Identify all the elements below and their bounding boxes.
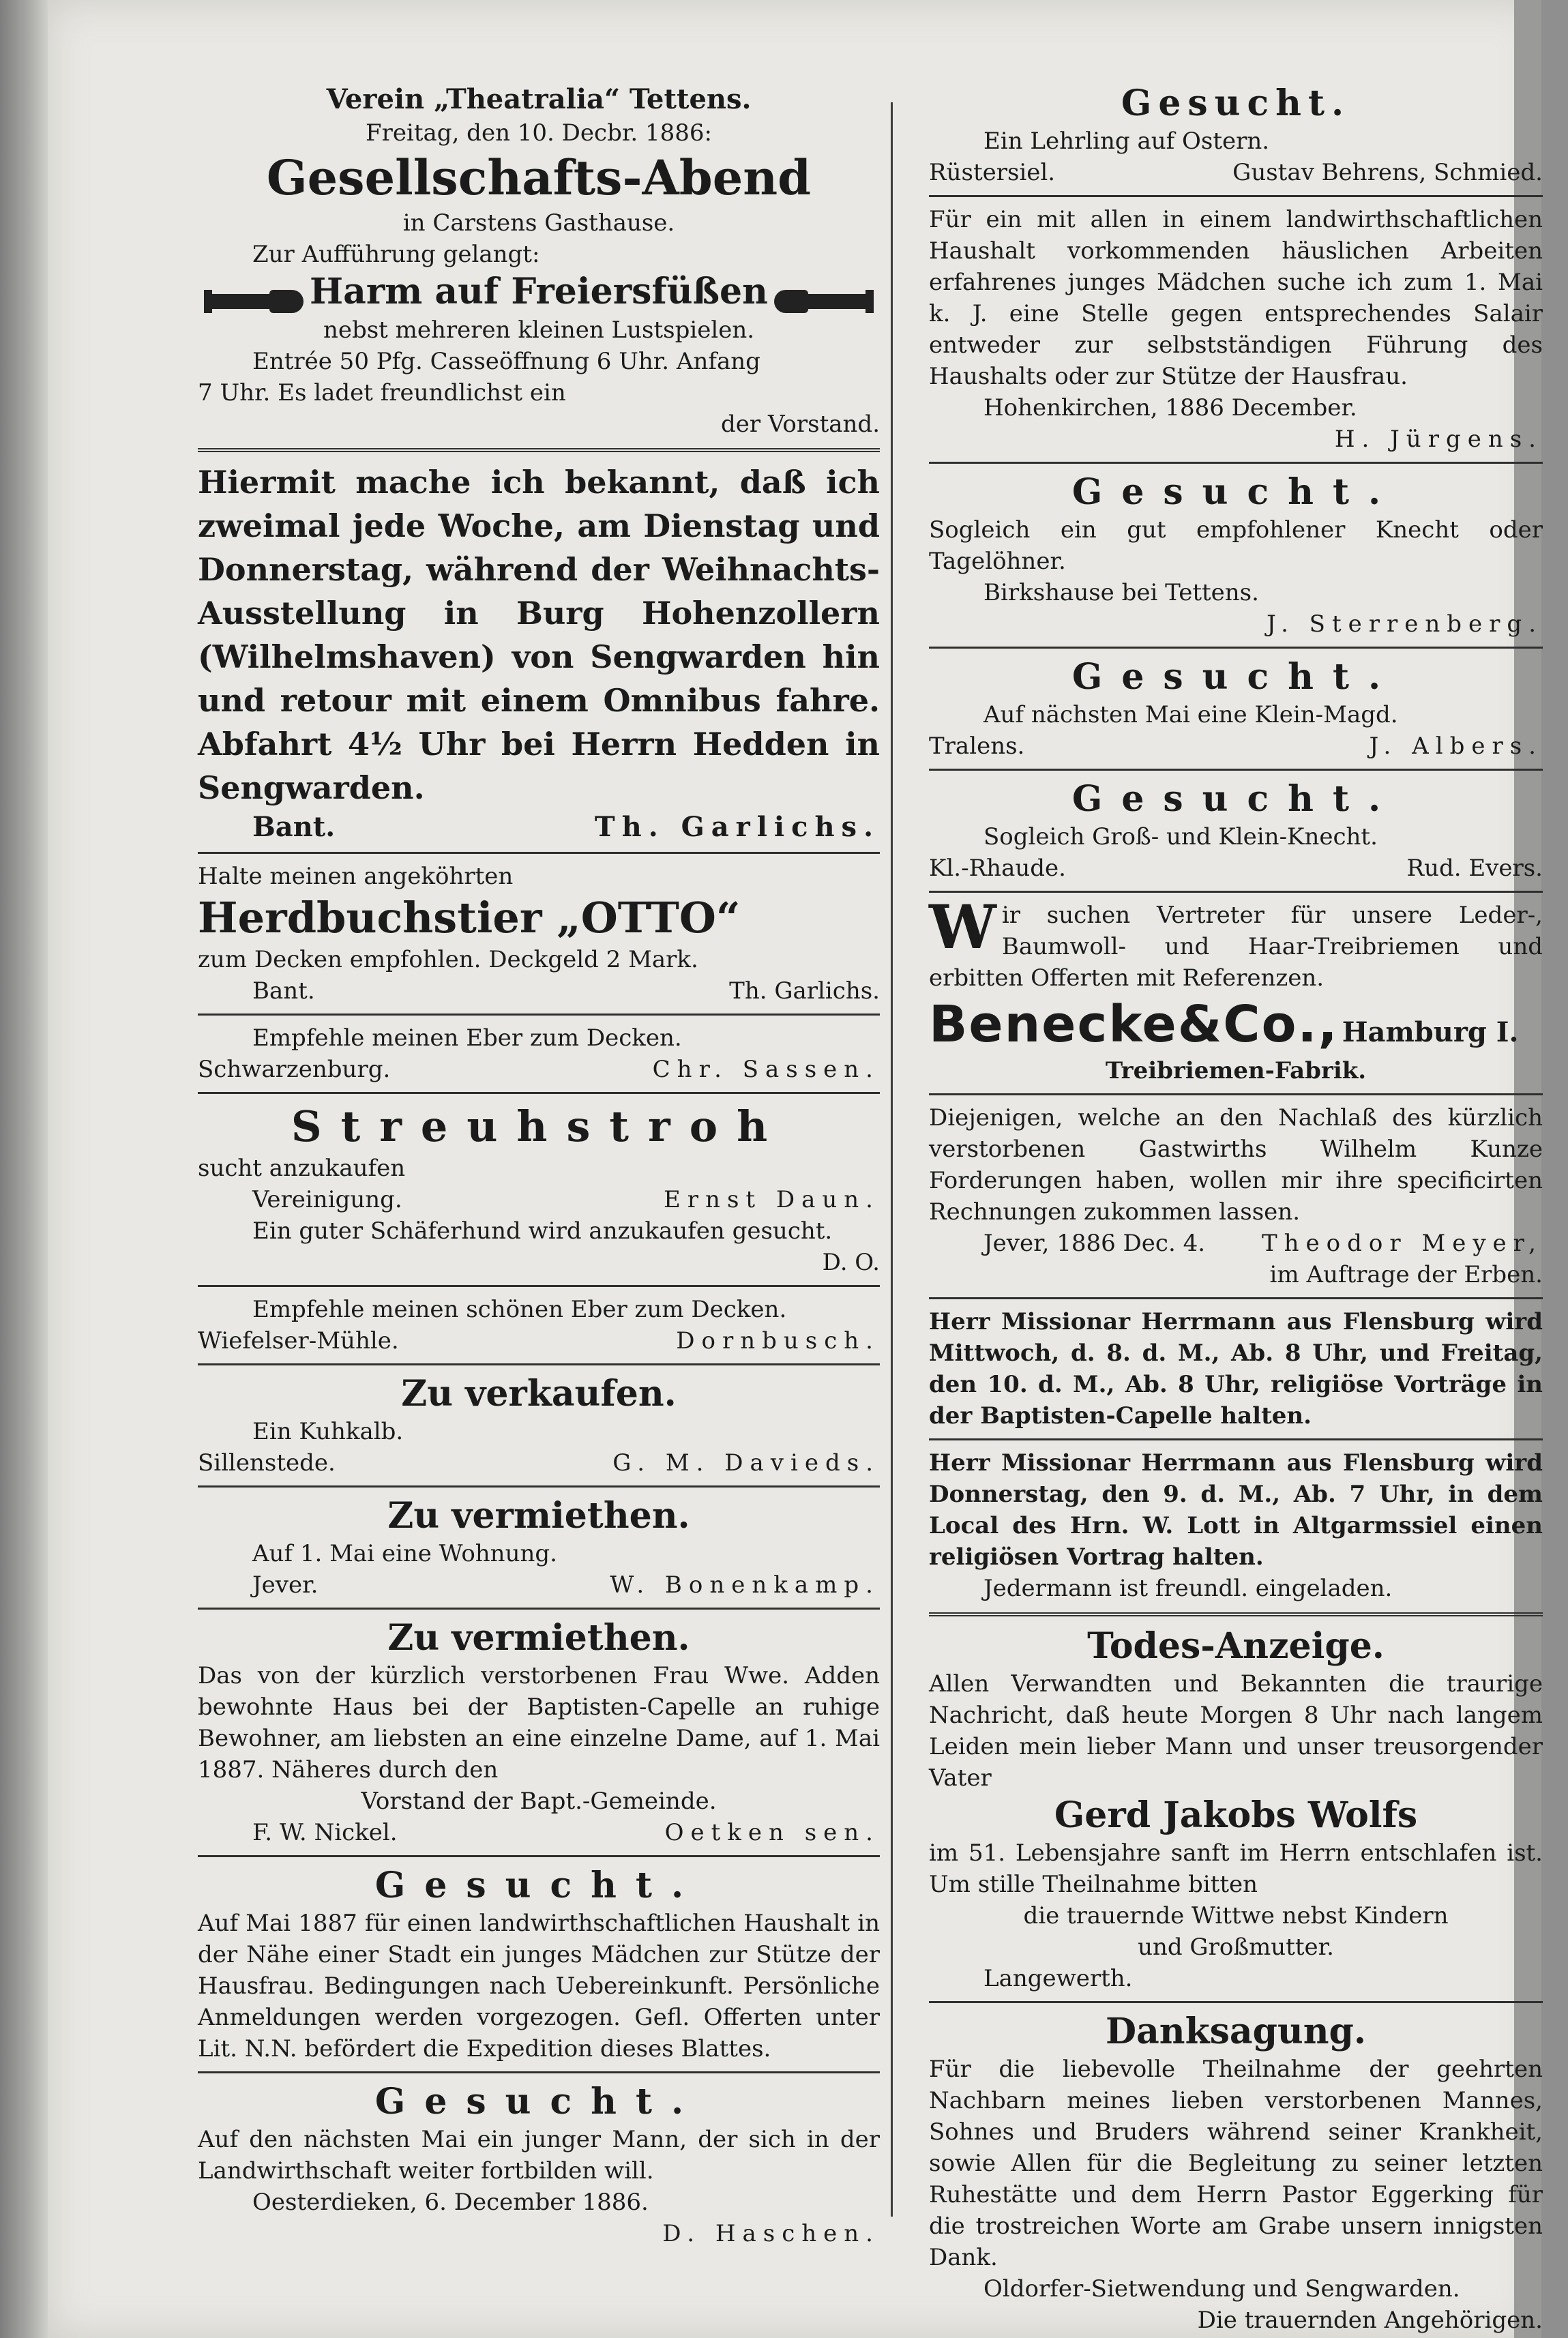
ad-eber-schoen <box>198 1294 880 1357</box>
ad-text: Ein Kuhkalb. <box>252 1417 404 1445</box>
ad-play-line <box>198 270 880 314</box>
ad-name: Gustav Behrens, Schmied. <box>1232 159 1543 186</box>
ad-signature-row <box>198 1817 880 1848</box>
divider-rule <box>929 2001 1543 2003</box>
divider-rule <box>929 1612 1543 1616</box>
ad-signature: die trauernde Wittwe nebst Kindern <box>1023 1902 1449 1929</box>
ad-title: Danksagung. <box>1105 2011 1367 2052</box>
company-city: Hamburg I. <box>1342 1016 1519 1048</box>
ad-place: Bant. <box>252 977 315 1005</box>
ad-text: ir suchen Vertreter für unsere Leder-, Baumwoll- und Haar-Treibriemen und erbitten Offerten mit Referenzen. <box>929 902 1543 992</box>
ad-text: Für die liebevolle Theilnahme der geehrten Nachbarn meines lieben verstorbenen Mannes, Sohnes und Bruders während seiner Krankheit, sowie Allen für die Begleitung zu seiner letzten Ruhestätte und dem Herrn Pastor Eggerking für die trostreichen Worte am Grabe unsern innigsten Dank. <box>929 2056 1543 2271</box>
ad-heading: Verein „Theatralia“ Tettens. <box>326 83 752 115</box>
ad-benecke <box>929 891 1543 1086</box>
divider-rule <box>929 1438 1543 1440</box>
ad-signature-row <box>929 730 1543 762</box>
ad-text: Auf 1. Mai eine Wohnung. <box>252 1539 557 1567</box>
ad-otto <box>198 861 880 1007</box>
ad-name: H. Jürgens. <box>1334 426 1543 453</box>
ad-knecht <box>929 471 1543 640</box>
ad-zu-vermiethen-2 <box>198 1616 880 1848</box>
ad-text: im 51. Lebensjahre sanft im Herrn entschlafen ist. Um stille Theilnahme bitten <box>929 1839 1543 1898</box>
ad-omnibus <box>198 460 880 845</box>
ad-nachlass <box>929 1102 1543 1290</box>
ad-place: Bant. <box>252 810 336 843</box>
ad-name: J. Sterrenberg. <box>1267 610 1543 638</box>
deceased-name: Gerd Jakobs Wolfs <box>1054 1794 1418 1836</box>
ad-title: Gesucht. <box>374 1864 703 1906</box>
ad-text: Allen Verwandten und Bekannten die traurige Nachricht, daß heute Morgen 8 Uhr nach langem Leiden mein lieber Mann und unser treusorgender Vater <box>929 1670 1543 1792</box>
ad-text: nebst mehreren kleinen Lustspielen. <box>323 316 755 344</box>
ad-place: Jever. <box>252 1571 319 1599</box>
ad-place: Kl.-Rhaude. <box>929 855 1066 882</box>
ad-signature-row <box>198 1325 880 1357</box>
ad-signature-row <box>198 1569 880 1601</box>
divider-rule <box>929 1297 1543 1299</box>
ad-title: Gesellschafts-Abend <box>266 149 812 206</box>
divider-rule <box>198 1285 880 1287</box>
ad-date: Jever, 1886 Dec. 4. <box>983 1230 1206 1257</box>
ad-place: Birkshause bei Tettens. <box>983 579 1259 606</box>
ad-signature-row <box>198 1054 880 1085</box>
ad-missionar-1 <box>929 1306 1543 1432</box>
ad-text: 7 Uhr. Es ladet freundlichst ein <box>198 379 566 406</box>
ad-intro: Zur Aufführung gelangt: <box>252 241 540 268</box>
pointing-hand-left-icon <box>771 287 874 314</box>
divider-rule <box>198 1485 880 1488</box>
ad-signature: der Vorstand. <box>721 410 880 438</box>
ad-place: Vereinigung. <box>252 1185 402 1213</box>
ad-stelle-gesucht <box>929 204 1543 455</box>
ad-text: Auf Mai 1887 für einen landwirthschaftlichen Haushalt in der Nähe einer Stadt ein junges Mädchen zur Stütze der Hausfrau. Bedingungen nach Uebereinkunft. Persönliche Anmeldungen werden vorgezogen. Gefl. Offerten unter Lit. N.N. befördert die Expedition dieses Blattes. <box>198 1909 880 2062</box>
ad-text: Für ein mit allen in einem landwirthschaftlichen Haushalt vorkommenden häuslichen Arbeiten erfahrenes junges Mädchen suche ich zum 1. Mai k. J. eine Stelle gegen entsprechendes Salair entweder zur selbstständigen Führung des Haushalts oder zur Stütze der Hausfrau. <box>929 206 1543 390</box>
divider-rule <box>929 891 1543 893</box>
left-column <box>198 82 880 2249</box>
ad-title: Zu verkaufen. <box>401 1372 677 1415</box>
ad-danksagung <box>929 2010 1543 2336</box>
ad-name: Oetken sen. <box>664 1818 880 1846</box>
ad-signature-row <box>198 810 880 845</box>
ad-text-block <box>929 891 1543 994</box>
ad-signature-row <box>929 853 1543 884</box>
ad-name: Dornbusch. <box>676 1327 880 1355</box>
ad-text: Empfehle meinen Eber zum Decken. <box>252 1024 682 1052</box>
ad-title: Gesucht. <box>1071 656 1400 698</box>
ad-zu-verkaufen <box>198 1372 880 1479</box>
ad-place: Hohenkirchen, 1886 December. <box>983 394 1357 421</box>
ad-title: Herdbuchstier „OTTO“ <box>198 892 741 943</box>
ad-text: Herr Missionar Herrmann aus Flensburg wird Mittwoch, d. 8. d. M., Ab. 8 Uhr, und Freitag, den 10. d. M., Ab. 8 Uhr, religiöse Vorträge in der Baptisten-Capelle halten. <box>929 1308 1543 1430</box>
ad-initial: W <box>929 891 996 962</box>
ad-title: Zu vermiethen. <box>387 1616 690 1659</box>
ad-title: Gesucht. <box>1071 778 1400 820</box>
ad-title: Gesucht. <box>374 2080 703 2122</box>
ad-lehrling <box>929 82 1543 188</box>
ad-theatralia <box>198 82 880 440</box>
ad-title: Streuhstroh <box>291 1101 787 1151</box>
divider-rule <box>198 2071 880 2073</box>
ad-name: Theodor Meyer, <box>1261 1230 1543 1257</box>
ad-text: sucht anzukaufen <box>198 1154 406 1182</box>
right-column <box>929 82 1543 2336</box>
pointing-hand-right-icon <box>204 287 306 314</box>
ad-name: Th. Garlichs. <box>594 810 880 843</box>
ad-place: Tralens. <box>929 733 1025 760</box>
ad-place: Wiefelser-Mühle. <box>198 1327 399 1355</box>
ad-streustroh <box>198 1101 880 1278</box>
ad-text: Ein guter Schäferhund wird anzukaufen gesucht. <box>252 1217 833 1245</box>
ad-text: Herr Missionar Herrmann aus Flensburg wird Donnerstag, den 9. d. M., Ab. 7 Uhr, in dem Local des Hrn. W. Lott in Altgarmssiel einen religiösen Vortrag halten. <box>929 1449 1543 1571</box>
ad-text: zum Decken empfohlen. Deckgeld 2 Mark. <box>198 945 698 973</box>
divider-rule <box>929 769 1543 771</box>
page-binding-edge <box>0 0 48 2338</box>
ad-signature-row <box>198 1184 880 1215</box>
company-subtitle: Treibriemen-Fabrik. <box>1105 1057 1367 1084</box>
ad-name: J. Albers. <box>1369 733 1543 760</box>
ad-name: Chr. Sassen. <box>652 1055 880 1083</box>
divider-rule <box>929 647 1543 649</box>
ad-intro: Halte meinen angeköhrten <box>198 862 514 890</box>
ad-place: Schwarzenburg. <box>198 1055 391 1083</box>
divider-rule <box>929 1093 1543 1095</box>
ad-name: D. Haschen. <box>662 2219 880 2247</box>
company-logo: Benecke&Co., <box>929 995 1339 1054</box>
ad-text: Diejenigen, welche an den Nachlaß des kürzlich verstorbenen Gastwirths Wilhelm Kunze Forderungen haben, wollen mir ihre specificirten Rechnungen zukommen lassen. <box>929 1104 1543 1226</box>
ad-signature: D. O. <box>822 1248 880 1276</box>
ad-role: im Auftrage der Erben. <box>1269 1261 1543 1288</box>
ad-play-title: Harm auf Freiersfüßen <box>310 271 768 312</box>
ad-place: Rüstersiel. <box>929 159 1056 186</box>
divider-rule <box>198 1013 880 1016</box>
divider-rule <box>198 1608 880 1610</box>
ad-name: Th. Garlichs. <box>729 977 880 1005</box>
ad-place: Langewerth. <box>983 1965 1133 1992</box>
ad-text: Empfehle meinen schönen Eber zum Decken. <box>252 1295 787 1323</box>
company-logo-row <box>929 994 1543 1055</box>
ad-text: Ein Lehrling auf Ostern. <box>983 128 1270 155</box>
ad-todes-anzeige <box>929 1625 1543 1994</box>
ad-gesucht-mann <box>198 2080 880 2249</box>
divider-rule <box>929 195 1543 197</box>
ad-zu-vermiethen-1 <box>198 1494 880 1601</box>
ad-text: Hiermit mache ich bekannt, daß ich zweimal jede Woche, am Dienstag und Donnerstag, während der Weihnachts-Ausstellung in Burg Hohenzollern (Wilhelmshaven) von Sengwarden hin und retour mit einem Omnibus fahre. Abfahrt 4½ Uhr bei Herrn Hedden in Sengwarden. <box>198 463 880 806</box>
ad-signature-row <box>929 157 1543 188</box>
column-divider <box>891 102 893 2217</box>
ad-signature: Vorstand der Bapt.-Gemeinde. <box>361 1787 717 1815</box>
divider-rule <box>198 1855 880 1857</box>
ad-title: Gesucht. <box>1071 471 1400 513</box>
ad-date: Freitag, den 10. Decbr. 1886: <box>366 119 712 147</box>
ad-klein-magd <box>929 655 1543 762</box>
ad-gross-klein-knecht <box>929 778 1543 884</box>
ad-signature-row <box>198 975 880 1007</box>
ad-text: Sogleich Groß- und Klein-Knecht. <box>983 823 1378 850</box>
ad-name: Ernst Daun. <box>663 1185 880 1213</box>
ad-name: W. Bonenkamp. <box>610 1571 880 1599</box>
ad-name: G. M. Davieds. <box>612 1449 880 1477</box>
divider-rule <box>929 462 1543 464</box>
ad-title: Zu vermiethen. <box>387 1494 690 1537</box>
ad-signature-row <box>198 1447 880 1479</box>
ad-place: Oldorfer-Sietwendung und Sengwarden. <box>983 2275 1460 2303</box>
ad-title: Gesucht. <box>1121 83 1351 124</box>
ad-text: Auf nächsten Mai eine Klein-Magd. <box>983 701 1398 728</box>
ad-date: Oesterdieken, 6. December 1886. <box>252 2188 649 2216</box>
ad-text: Das von der kürzlich verstorbenen Frau Wwe. Adden bewohnte Haus bei der Baptisten-Capelle an ruhige Bewohner, am liebsten an eine einzelne Dame, auf 1. Mai 1887. Näheres durch den <box>198 1661 880 1784</box>
ad-text: Sogleich ein gut empfohlener Knecht oder Tagelöhner. <box>929 516 1543 575</box>
divider-rule <box>198 1363 880 1365</box>
ad-eber <box>198 1022 880 1085</box>
divider-rule <box>198 1092 880 1094</box>
ad-text: Auf den nächsten Mai ein junger Mann, der sich in der Landwirthschaft weiter fortbilden will. <box>198 2125 880 2185</box>
divider-rule <box>198 852 880 854</box>
ad-name: F. W. Nickel. <box>252 1818 398 1846</box>
divider-rule <box>198 448 880 452</box>
ad-place: Sillenstede. <box>198 1449 336 1477</box>
ad-text: Entrée 50 Pfg. Casseöffnung 6 Uhr. Anfang <box>252 347 760 375</box>
ad-title: Todes-Anzeige. <box>1087 1625 1385 1667</box>
ad-signature-row <box>929 1228 1543 1259</box>
ad-name: Rud. Evers. <box>1406 855 1543 882</box>
ad-venue: in Carstens Gasthause. <box>402 209 675 237</box>
ad-text: Jedermann ist freundl. eingeladen. <box>983 1575 1393 1602</box>
ad-signature: Die trauernden Angehörigen. <box>1197 2307 1543 2334</box>
ad-signature: und Großmutter. <box>1138 1934 1334 1961</box>
ad-gesucht-maedchen <box>198 1864 880 2065</box>
ad-missionar-2 <box>929 1447 1543 1604</box>
